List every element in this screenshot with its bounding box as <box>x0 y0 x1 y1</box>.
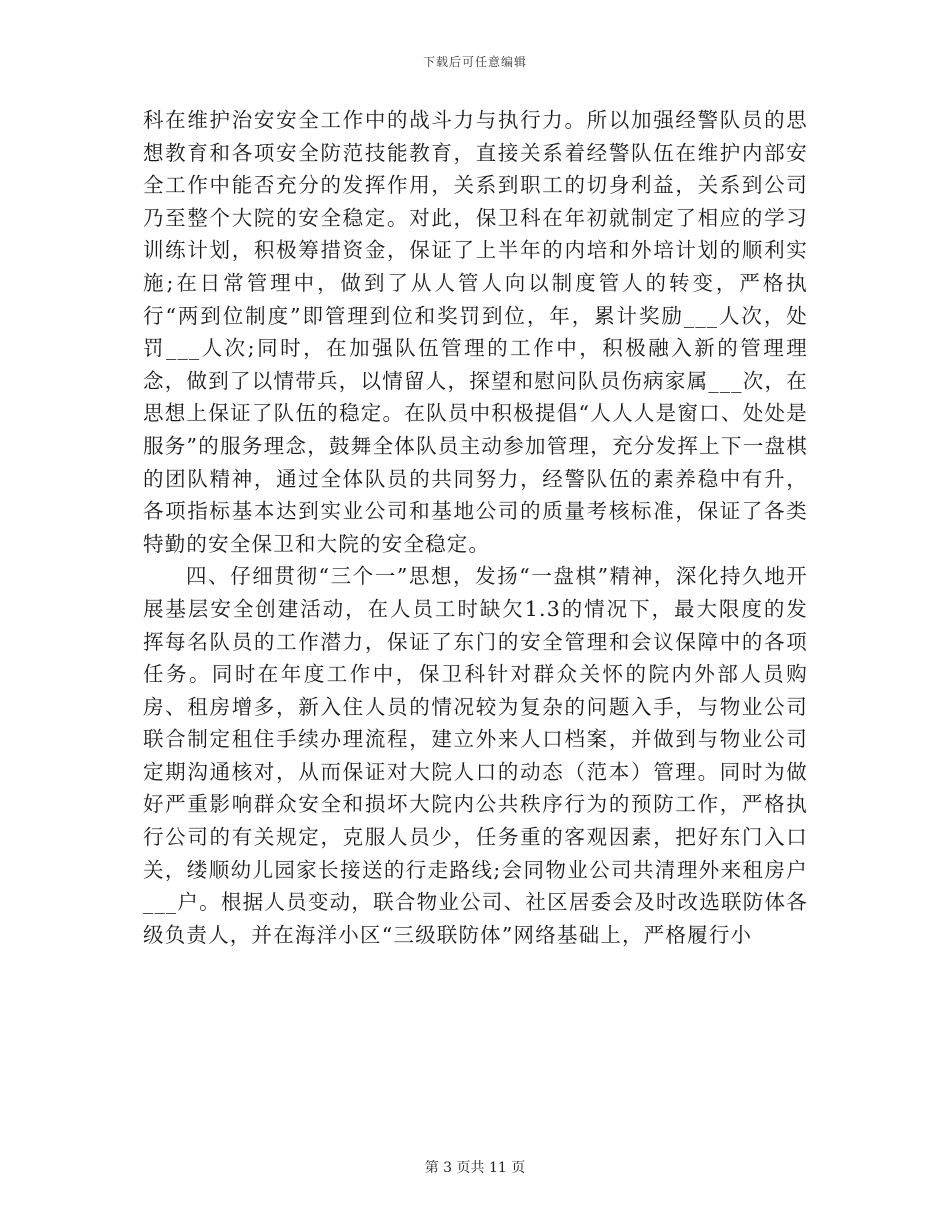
page-header-note: 下载后可任意编辑 <box>422 55 527 69</box>
document-body <box>143 104 808 951</box>
paragraph-continuation: 科在维护治安安全工作中的战斗力与执行力。所以加强经警队员的思想教育和各项安全防范技能教育，直接关系着经警队伍在维护内部安全工作中能否充分的发挥作用，关系到职工的切身利益，关系到公司乃至整个大院的安全稳定。对此，保卫科在年初就制定了相应的学习训练计划，积极筹措资金，保证了上半年的内培和外培计划的顺利实施;在日常管理中，做到了从人管人向以制度管人的转变，严格执行“两到位制度”即管理到位和奖罚到位，年，累计奖励___人次，处罚___人次;同时，在加强队伍管理的工作中，积极融入新的管理理念，做到了以情带兵，以情留人，探望和慰问队员伤病家属___次，在思想上保证了队伍的稳定。在队员中积极提倡“人人人是窗口、处处是服务”的服务理念，鼓舞全体队员主动参加管理，充分发挥上下一盘棋的团队精神，通过全体队员的共同努力，经警队伍的素养稳中有升，各项指标基本达到实业公司和基地公司的质量考核标准，保证了各类特勤的安全保卫和大院的安全稳定。 <box>143 108 808 556</box>
paragraph-section-four: 四、仔细贯彻“三个一”思想，发扬“一盘棋”精神，深化持久地开展基层安全创建活动，在人员工时缺欠1.3的情况下，最大限度的发挥每名队员的工作潜力，保证了东门的安全管理和会议保障中的各项任务。同时在年度工作中，保卫科针对群众关怀的院内外部人员购房、租房增多，新入住人员的情况较为复杂的问题入手，与物业公司联合制定租住手续办理流程，建立外来人口档案，并做到与物业公司定期沟通核对，从而保证对大院人口的动态（范本）管理。同时为做好严重影响群众安全和损坏大院内公共秩序行为的预防工作，严格执行公司的有关规定，克服人员少，任务重的客观因素，把好东门入口关，缕顺幼儿园家长接送的行走路线;会同物业公司共清理外来租房户___户。根据人员变动，联合物业公司、社区居委会及时改选联防体各级负责人，并在海洋小区“三级联防体”网络基础上，严格履行小 <box>143 564 808 947</box>
page-number: 第 3 页共 11 页 <box>424 1160 526 1176</box>
